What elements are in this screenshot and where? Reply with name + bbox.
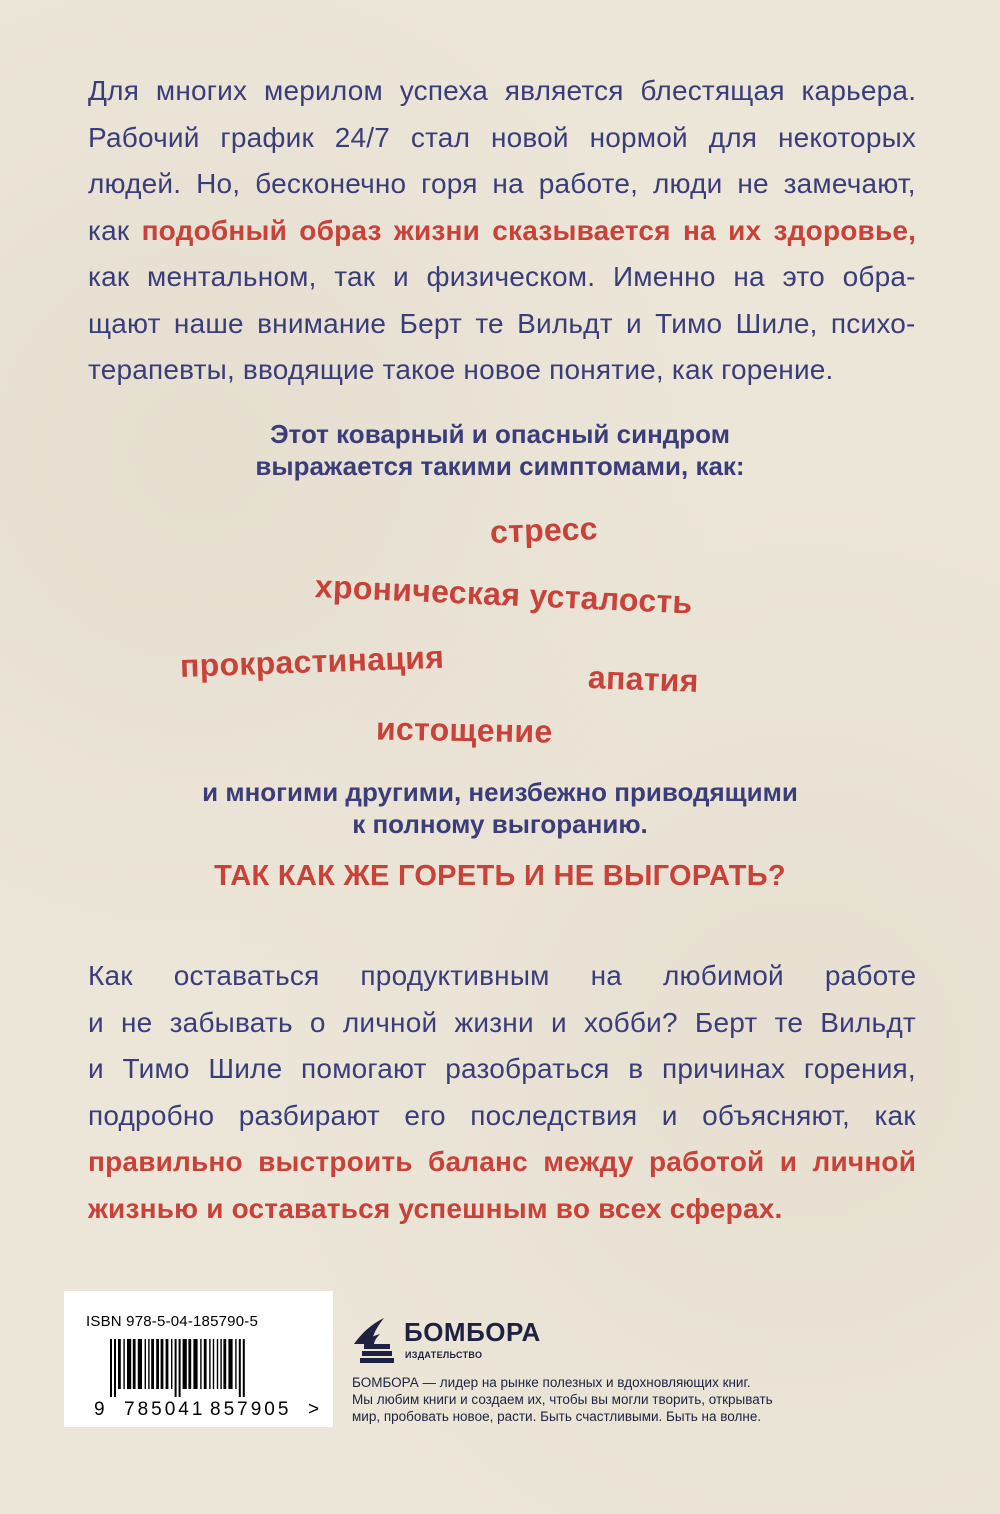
highlighted-text: подобный образ жизни сказывается на их здоровье,: [141, 214, 917, 246]
symptom-procrastination: прокрастинация: [179, 638, 445, 684]
paragraph-line: [88, 1000, 916, 1047]
barcode-bar: [228, 1339, 232, 1389]
text-run: щают наше внимание Берт те Вильдт и Тимо Шиле, психо-: [88, 307, 916, 339]
publisher-subtitle: ИЗДАТЕЛЬСТВО: [405, 1350, 483, 1360]
barcode-bar: [183, 1339, 187, 1389]
barcode-block: [64, 1291, 333, 1427]
paragraph-line: [88, 347, 916, 394]
barcode-bar: [133, 1339, 136, 1389]
barcode-bar: [148, 1339, 149, 1389]
barcode-digits: 9: [94, 1399, 105, 1420]
intro-paragraph: [88, 68, 916, 394]
symptom-exhaustion: истощение: [375, 710, 553, 750]
publisher-name: БОМБОРА: [404, 1317, 541, 1347]
barcode-bar: [161, 1339, 164, 1389]
barcode-bar: [223, 1339, 226, 1389]
symptoms-outro-line: и многими другими, неизбежно приводящими: [202, 777, 798, 807]
text-run: людей. Но, бесконечно горя на работе, люди не замечают,: [88, 168, 916, 199]
publisher-description-line: Мы любим книги и создаем их, чтобы вы могли творить, открывать: [352, 1392, 773, 1407]
publisher-description: [352, 1374, 822, 1425]
symptoms-outro-line: к полному выгоранию.: [352, 809, 648, 839]
text-run: Рабочий график 24/7 стал новой нормой для некоторых: [88, 121, 917, 153]
symptoms-intro-line: Этот коварный и опасный синдром: [270, 419, 730, 449]
headline-question: ТАК КАК ЖЕ ГОРЕТЬ И НЕ ВЫГОРАТЬ?: [214, 860, 786, 892]
barcode-bar: [217, 1339, 218, 1389]
barcode-bar: [175, 1339, 177, 1397]
paragraph-line: [88, 1093, 916, 1140]
text-run: как: [88, 214, 142, 246]
paragraph-line: [88, 301, 916, 348]
text-run: терапевты, вводящие такое новое понятие, как горение.: [88, 354, 834, 385]
symptoms-intro: [0, 418, 1000, 482]
text-run: Как оставаться продуктивным на любимой работе: [88, 960, 917, 991]
symptom-chronic-fatigue: хроническая усталость: [314, 568, 694, 621]
text-run: и не забывать о личной жизни и хобби? Берт те Вильдт: [88, 1006, 916, 1038]
symptoms-intro-line: выражается такими симптомами, как:: [255, 451, 745, 481]
paragraph-line: [88, 161, 916, 208]
paragraph-line: [88, 115, 916, 162]
barcode-digits: 857905: [210, 1399, 292, 1420]
text-run: Для многих мерилом успеха является блестящая карьера.: [88, 75, 917, 106]
symptoms-outro: [0, 776, 1000, 840]
barcode-digits: 785041: [124, 1399, 206, 1420]
paragraph-line: [88, 254, 916, 301]
bombora-logo-icon: [350, 1314, 400, 1368]
text-run: как ментальном, так и физическом. Именно на это обра-: [88, 261, 916, 292]
barcode: [64, 1291, 333, 1427]
barcode-bar: [179, 1339, 181, 1397]
symptom-apathy: апатия: [587, 659, 700, 699]
barcode-bar: [118, 1339, 121, 1389]
barcode-digits: >: [308, 1399, 320, 1420]
text-run: подробно разбирают его последствия и объясняют, как: [88, 1099, 916, 1131]
text-run: и Тимо Шиле помогают разобраться в причинах горения,: [88, 1053, 916, 1084]
symptom-stress: стресс: [489, 510, 599, 550]
paragraph-line: [88, 208, 916, 255]
barcode-bar: [151, 1339, 154, 1389]
barcode-bar: [138, 1339, 142, 1389]
barcode-bar: [213, 1339, 214, 1389]
barcode-bar: [235, 1339, 236, 1389]
paragraph-line: [88, 1046, 916, 1093]
isbn-number: ISBN 978-5-04-185790-5: [86, 1313, 259, 1330]
barcode-bar: [204, 1339, 207, 1389]
publisher-description-line: БОМБОРА — лидер на рынке полезных и вдохновляющих книг.: [352, 1375, 751, 1390]
barcode-bar: [127, 1339, 131, 1389]
barcode-bar: [188, 1339, 191, 1389]
barcode-bar: [156, 1339, 159, 1389]
paragraph-line: [88, 68, 916, 115]
barcode-bar: [243, 1339, 245, 1397]
barcode-bar: [200, 1339, 201, 1389]
barcode-bar: [110, 1339, 112, 1397]
barcode-bar: [193, 1339, 197, 1389]
barcode-bar: [171, 1339, 172, 1389]
barcode-bar: [114, 1339, 116, 1397]
highlighted-text: правильно выстроить баланс между работой и личной: [88, 1146, 917, 1177]
paragraph-line: [88, 1139, 916, 1186]
highlighted-text: жизнью и оставаться успешным во всех сферах.: [88, 1192, 783, 1224]
paragraph-line: [88, 1186, 916, 1233]
outro-paragraph: [88, 953, 916, 1232]
barcode-bar: [209, 1339, 210, 1389]
barcode-bar: [220, 1339, 221, 1389]
barcode-bar: [239, 1339, 241, 1397]
paragraph-line: [88, 953, 916, 1000]
publisher-description-line: мир, пробовать новое, расти. Быть счастливыми. Быть на волне.: [352, 1409, 762, 1424]
barcode-bar: [123, 1339, 124, 1389]
barcode-bar: [145, 1339, 146, 1389]
barcode-bar: [166, 1339, 169, 1389]
